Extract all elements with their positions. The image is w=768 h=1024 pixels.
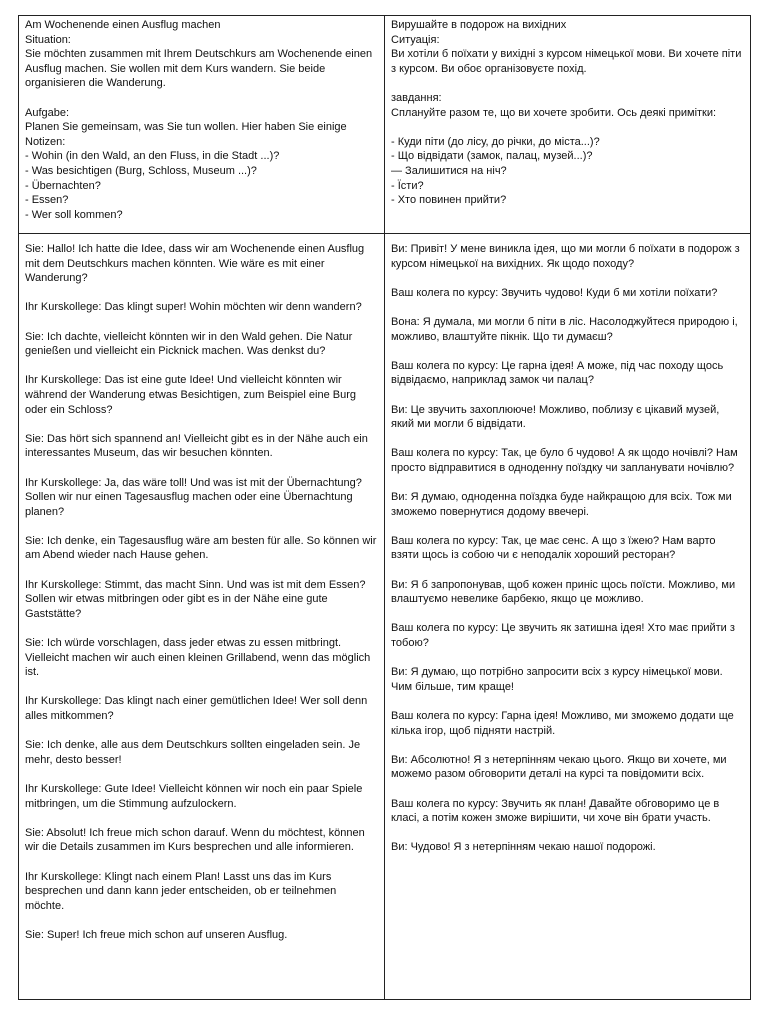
ukrainian-note: - Що відвідати (замок, палац, музей...)? — [391, 150, 593, 163]
german-intro-cell — [19, 16, 385, 234]
ukrainian-dialogue-line: Ваш колега по курсу: Так, це було б чудово! А як щодо ночівлі? Нам просто відправитися в одноденну поїздку чи запланувати ночівлю? — [391, 447, 738, 474]
german-dialogue-line: Sie: Hallo! Ich hatte die Idee, dass wir am Wochenende einen Ausflug mit dem Deutschkurs machen könnten. Wie wäre es mit einer Wanderung? — [25, 243, 365, 285]
ukrainian-task-label: завдання: — [391, 91, 442, 104]
german-dialogue-line: Ihr Kurskollege: Klingt nach einem Plan! Lasst uns das im Kurs besprechen und dann kann jeder entscheiden, ob er teilnehmen möchte. — [25, 870, 337, 912]
german-dialogue-line: Ihr Kurskollege: Ja, das wäre toll! Und was ist mit der Übernachtung? Sollen wir nur einen Tagesausflug machen oder eine Übernachtung planen? — [25, 476, 362, 518]
table-row — [19, 234, 751, 1000]
ukrainian-dialogue-line: Ви: Я думаю, одноденна поїздка буде найкращою для всіх. Тож ми зможемо повернутися додому ввечері. — [391, 491, 732, 518]
german-task-text: Planen Sie gemeinsam, was Sie tun wollen. Hier haben Sie einige Notizen: — [25, 121, 347, 148]
ukrainian-dialogue-line: Ваш колега по курсу: Це гарна ідея! А може, під час походу щось відвідаємо, наприклад замок чи палац? — [391, 359, 724, 387]
german-dialogue-line: Sie: Ich denke, alle aus dem Deutschkurs sollten eingeladen sein. Je mehr, desto besser! — [25, 739, 361, 766]
german-situation-label: Situation: — [25, 33, 71, 46]
ukrainian-dialogue-line: Вона: Я думала, ми могли б піти в ліс. Насолоджуйтеся природою і, можливо, влаштуйте пікнік. Що ти думаєш? — [391, 315, 738, 343]
ukrainian-dialogue-line: Ви: Привіт! У мене виникла ідея, що ми могли б поїхати в подорож з курсом німецької на вихідних. Як щодо походу? — [391, 243, 740, 270]
ukrainian-note: - Хто повинен прийти? — [391, 194, 507, 207]
ukrainian-note: — Залишитися на ніч? — [391, 164, 507, 177]
ukrainian-dialogue-line: Ваш колега по курсу: Гарна ідея! Можливо, ми зможемо додати ще кілька ігор, щоб підняти настрій. — [391, 710, 734, 737]
german-dialogue-line: Ihr Kurskollege: Das klingt nach einer gemütlichen Idee! Wer soll denn alles mitkommen? — [25, 695, 368, 722]
ukrainian-dialogue-line: Ви: Я думаю, що потрібно запросити всіх з курсу німецької мови. Чим більше, тим краще! — [391, 666, 723, 693]
german-note: - Was besichtigen (Burg, Schloss, Museum ...)? — [25, 164, 257, 177]
ukrainian-dialogue-line: Ви: Це звучить захоплююче! Можливо, поблизу є цікавий музей, який ми могли б відвідати. — [391, 403, 720, 431]
german-title: Am Wochenende einen Ausflug machen — [25, 19, 221, 31]
german-situation-text: Sie möchten zusammen mit Ihrem Deutschkurs am Wochenende einen Ausflug machen. Sie wollen mit dem Kurs wandern. Sie beide organisieren die Wanderung. — [25, 48, 373, 90]
ukrainian-dialogue-cell — [385, 234, 751, 1000]
ukrainian-dialogue-line: Ваш колега по курсу: Звучить як план! Давайте обговоримо це в класі, а потім кожен зможе вирішити, чи хоче він брати участь. — [391, 797, 720, 825]
ukrainian-dialogue-line: Ваш колега по курсу: Так, це має сенс. А що з їжею? Нам варто взяти щось із собою чи є неподалік хороший ресторан? — [391, 534, 716, 562]
german-dialogue-line: Sie: Absolut! Ich freue mich schon darauf. Wenn du möchtest, können wir die Details zusammen im Kurs besprechen und alle informieren. — [25, 826, 365, 854]
german-dialogue-line: Ihr Kurskollege: Das klingt super! Wohin möchten wir denn wandern? — [25, 301, 362, 314]
german-dialogue-line: Sie: Ich dachte, vielleicht könnten wir in den Wald gehen. Die Natur genießen und vielleicht ein Picknick machen. Was denkst du? — [25, 330, 353, 358]
ukrainian-task-text: Сплануйте разом те, що ви хочете зробити. Ось деякі примітки: — [391, 106, 717, 119]
table-row — [19, 16, 751, 234]
ukrainian-dialogue-line: Ваш колега по курсу: Це звучить як затишна ідея! Хто має прийти з тобою? — [391, 622, 735, 650]
german-dialogue-line: Ihr Kurskollege: Gute Idee! Vielleicht können wir noch ein paar Spiele mitbringen, um die Stimmung aufzulockern. — [25, 782, 363, 810]
ukrainian-dialogue-line: Ваш колега по курсу: Звучить чудово! Куди б ми хотіли поїхати? — [391, 286, 718, 299]
bilingual-dialogue-table — [18, 15, 751, 1000]
german-note: - Übernachten? — [25, 179, 101, 192]
german-dialogue-line: Sie: Das hört sich spannend an! Vielleicht gibt es in der Nähe auch ein interessantes Museum, das wir besuchen könnten. — [25, 432, 368, 460]
ukrainian-note: - Їсти? — [391, 179, 424, 192]
german-note: - Essen? — [25, 194, 69, 207]
german-dialogue-line: Sie: Ich würde vorschlagen, dass jeder etwas zu essen mitbringt. Vielleicht machen wir auch einen kleinen Grillabend, wenn das möglich ist. — [25, 637, 371, 679]
german-dialogue-line: Ihr Kurskollege: Das ist eine gute Idee! Und vielleicht könnten wir während der Wanderung etwas Besichtigen, zum Beispiel eine Burg oder ein Schloss? — [25, 374, 356, 416]
ukrainian-intro-cell — [385, 16, 751, 234]
german-note: - Wer soll kommen? — [25, 208, 123, 221]
ukrainian-dialogue-line: Ви: Абсолютно! Я з нетерпінням чекаю цього. Якщо ви хочете, ми можемо разом обговорити деталі на курсі та повідомити всіх. — [391, 753, 727, 781]
german-task-label: Aufgabe: — [25, 106, 70, 119]
ukrainian-note: - Куди піти (до лісу, до річки, до міста...)? — [391, 135, 600, 148]
ukrainian-dialogue-line: Ви: Чудово! Я з нетерпінням чекаю нашої подорожі. — [391, 841, 656, 854]
german-dialogue-line: Ihr Kurskollege: Stimmt, das macht Sinn. Und was ist mit dem Essen? Sollen wir etwas mitbringen oder gibt es in der Nähe eine gute Gaststätte? — [25, 578, 366, 620]
german-dialogue-cell — [19, 234, 385, 1000]
german-dialogue-line: Sie: Ich denke, ein Tagesausflug wäre am besten für alle. So können wir am Abend wieder nach Hause gehen. — [25, 534, 377, 562]
ukrainian-title: Вирушайте в подорож на вихідних — [391, 19, 567, 31]
ukrainian-situation-label: Ситуація: — [391, 33, 440, 46]
ukrainian-dialogue-line: Ви: Я б запропонував, щоб кожен приніс щось поїсти. Можливо, ми влаштуємо невелике барбекю, якщо це можливо. — [391, 578, 736, 606]
german-note: - Wohin (in den Wald, an den Fluss, in die Stadt ...)? — [25, 150, 280, 163]
ukrainian-situation-text: Ви хотіли б поїхати у вихідні з курсом німецької мови. Ви хочете піти з курсом. Ви обоє організовуєте похід. — [391, 48, 742, 75]
german-dialogue-line: Sie: Super! Ich freue mich schon auf unseren Ausflug. — [25, 928, 288, 941]
